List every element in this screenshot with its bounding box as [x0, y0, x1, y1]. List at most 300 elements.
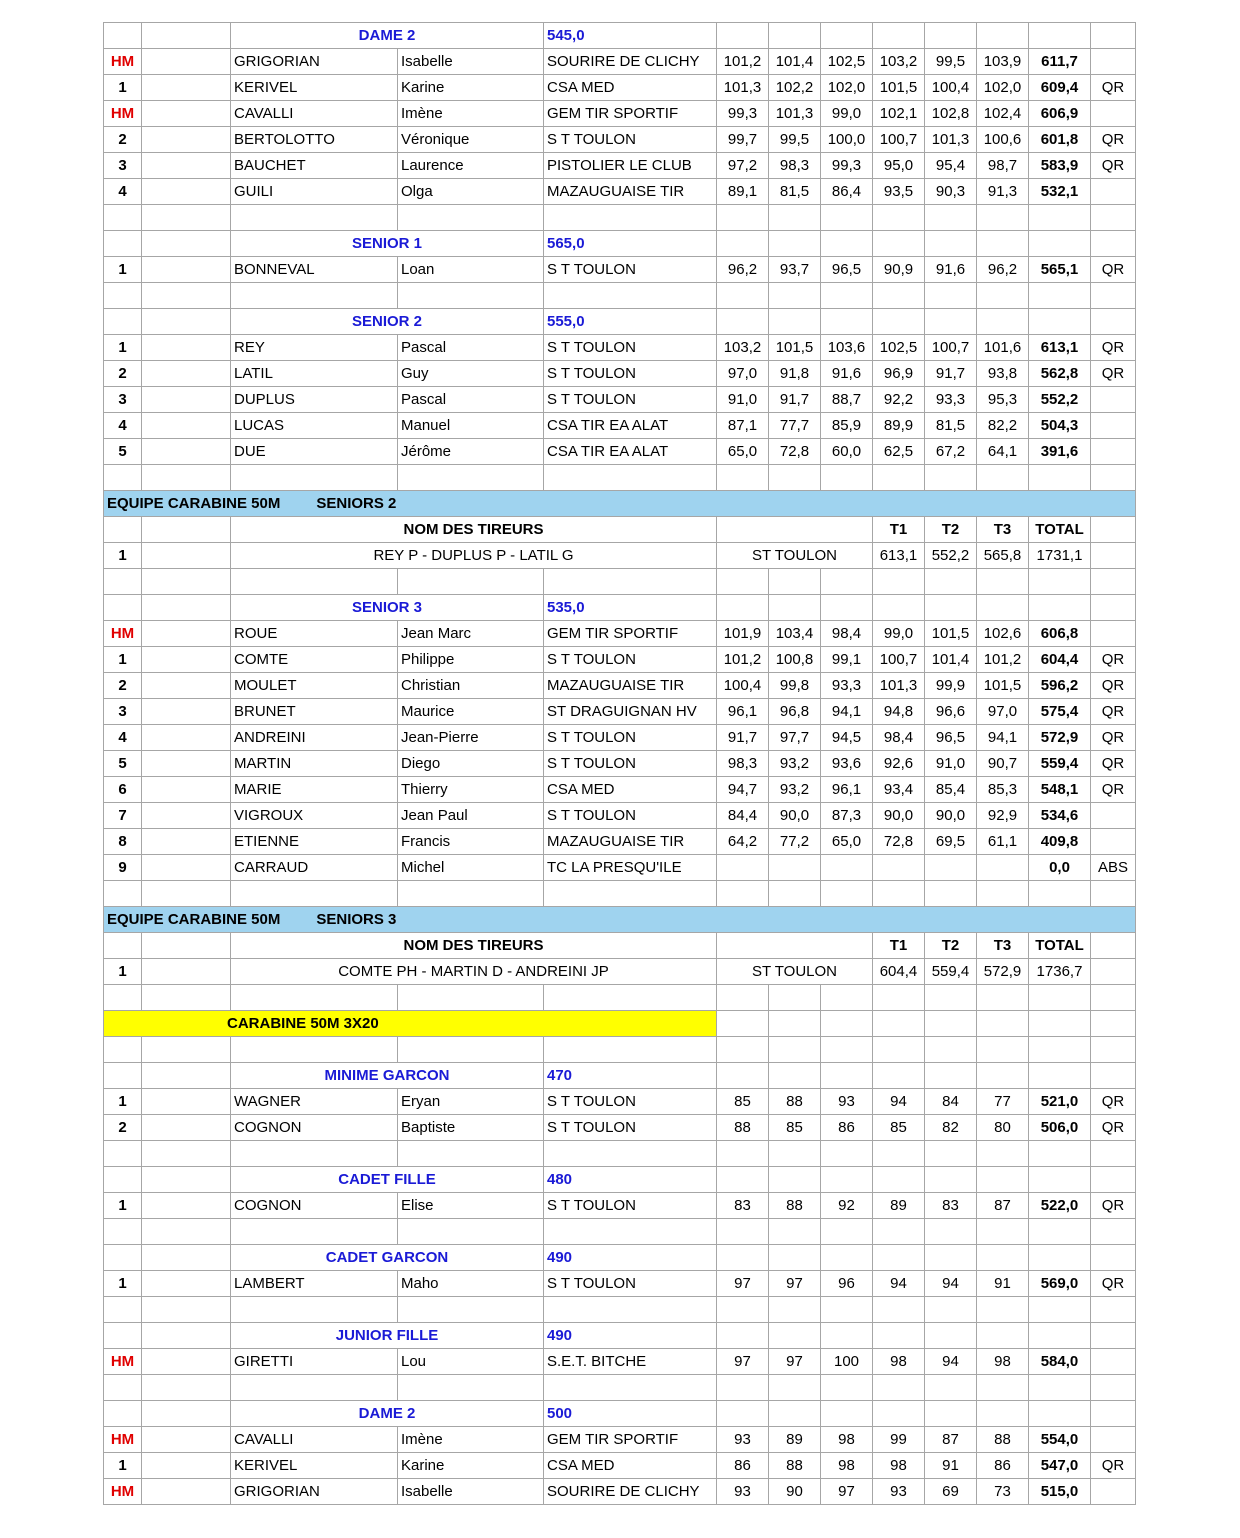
series-score: 94,5 — [821, 725, 873, 751]
rank-cell: 1 — [104, 647, 142, 673]
empty-cell — [925, 1167, 977, 1193]
qualification-status — [1091, 1349, 1136, 1375]
rank-cell: HM — [104, 1479, 142, 1505]
series-score: 69 — [925, 1479, 977, 1505]
series-score: 91,0 — [717, 387, 769, 413]
empty-cell — [769, 569, 821, 595]
qualification-status — [1091, 179, 1136, 205]
rank-cell: 1 — [104, 1089, 142, 1115]
team-header-row — [104, 933, 1136, 959]
empty-cell — [104, 1063, 142, 1089]
empty-cell — [142, 1115, 231, 1141]
empty-cell — [231, 569, 398, 595]
empty-cell — [821, 881, 873, 907]
series-score: 98,4 — [821, 621, 873, 647]
blank-row — [104, 1141, 1136, 1167]
series-score: 93,3 — [925, 387, 977, 413]
team-members: REY P - DUPLUS P - LATIL G — [231, 543, 717, 569]
qualification-status: QR — [1091, 1271, 1136, 1297]
first-name: Véronique — [398, 127, 544, 153]
qualification-status: QR — [1091, 1089, 1136, 1115]
series-score: 93,4 — [873, 777, 925, 803]
empty-cell — [925, 1037, 977, 1063]
empty-cell — [873, 1323, 925, 1349]
last-name: KERIVEL — [231, 75, 398, 101]
series-score: 77,2 — [769, 829, 821, 855]
series-score: 67,2 — [925, 439, 977, 465]
empty-cell — [142, 777, 231, 803]
empty-cell — [717, 1375, 769, 1401]
qualification-status: QR — [1091, 673, 1136, 699]
series-score: 86 — [821, 1115, 873, 1141]
first-name: Guy — [398, 361, 544, 387]
empty-cell — [977, 1297, 1029, 1323]
empty-cell — [1029, 1141, 1091, 1167]
rank-cell: 7 — [104, 803, 142, 829]
series-score: 102,4 — [977, 101, 1029, 127]
club-name: SOURIRE DE CLICHY — [544, 49, 717, 75]
last-name: CAVALLI — [231, 1427, 398, 1453]
series-score: 99,0 — [873, 621, 925, 647]
last-name: LAMBERT — [231, 1271, 398, 1297]
empty-cell — [873, 283, 925, 309]
empty-cell — [544, 1297, 717, 1323]
empty-cell — [873, 1219, 925, 1245]
team-title-row — [104, 491, 1136, 517]
empty-cell — [821, 309, 873, 335]
empty-cell — [544, 881, 717, 907]
empty-cell — [1091, 23, 1136, 49]
category-min-score: 500 — [544, 1401, 717, 1427]
empty-cell — [1029, 1219, 1091, 1245]
empty-cell — [1091, 1401, 1136, 1427]
series-score: 65,0 — [717, 439, 769, 465]
club-name: PISTOLIER LE CLUB — [544, 153, 717, 179]
empty-cell — [717, 517, 873, 543]
empty-cell — [1029, 1063, 1091, 1089]
series-score: 95,4 — [925, 153, 977, 179]
empty-cell — [398, 881, 544, 907]
rank-cell: 4 — [104, 725, 142, 751]
qualification-status: QR — [1091, 153, 1136, 179]
empty-cell — [142, 1427, 231, 1453]
empty-cell — [142, 205, 231, 231]
empty-cell — [142, 465, 231, 491]
series-score: 102,0 — [821, 75, 873, 101]
empty-cell — [717, 595, 769, 621]
series-score: 94,8 — [873, 699, 925, 725]
empty-cell — [142, 439, 231, 465]
empty-cell — [1091, 881, 1136, 907]
rank-cell: 1 — [104, 543, 142, 569]
empty-cell — [544, 205, 717, 231]
series-score: 97 — [769, 1271, 821, 1297]
athlete-row — [104, 101, 1136, 127]
series-score: 91,6 — [925, 257, 977, 283]
empty-cell — [717, 1167, 769, 1193]
empty-cell — [142, 543, 231, 569]
qualification-status — [1091, 101, 1136, 127]
series-score: 99,5 — [769, 127, 821, 153]
category-header-row — [104, 1323, 1136, 1349]
series-score: 88 — [769, 1193, 821, 1219]
series-score: 98 — [873, 1349, 925, 1375]
empty-cell — [1091, 985, 1136, 1011]
t3-header: T3 — [977, 933, 1029, 959]
series-score: 93,3 — [821, 673, 873, 699]
empty-cell — [717, 1063, 769, 1089]
qualification-status: QR — [1091, 1193, 1136, 1219]
series-score: 90 — [769, 1479, 821, 1505]
club-name: S T TOULON — [544, 127, 717, 153]
last-name: DUPLUS — [231, 387, 398, 413]
empty-cell — [925, 1297, 977, 1323]
series-score: 92,9 — [977, 803, 1029, 829]
rank-cell: HM — [104, 101, 142, 127]
empty-cell — [142, 621, 231, 647]
empty-cell — [925, 231, 977, 257]
empty-cell — [717, 933, 873, 959]
last-name: BAUCHET — [231, 153, 398, 179]
rank-cell: 1 — [104, 1271, 142, 1297]
empty-cell — [142, 933, 231, 959]
athlete-row — [104, 1089, 1136, 1115]
empty-cell — [977, 1011, 1029, 1037]
series-score: 98,3 — [769, 153, 821, 179]
first-name: Pascal — [398, 335, 544, 361]
athlete-row — [104, 127, 1136, 153]
category-title: SENIOR 2 — [231, 309, 544, 335]
qualification-status — [1091, 439, 1136, 465]
team-members: COMTE PH - MARTIN D - ANDREINI JP — [231, 959, 717, 985]
series-score — [873, 855, 925, 881]
last-name: CARRAUD — [231, 855, 398, 881]
empty-cell — [925, 283, 977, 309]
empty-cell — [769, 1167, 821, 1193]
results-sheet — [103, 22, 1136, 1505]
series-score: 91,7 — [717, 725, 769, 751]
empty-cell — [104, 309, 142, 335]
category-title: SENIOR 1 — [231, 231, 544, 257]
empty-cell — [1029, 881, 1091, 907]
series-score: 94,7 — [717, 777, 769, 803]
team-category: SENIORS 2 — [316, 495, 397, 512]
total-score: 596,2 — [1029, 673, 1091, 699]
first-name: Maurice — [398, 699, 544, 725]
empty-cell — [769, 23, 821, 49]
rank-cell: 2 — [104, 127, 142, 153]
empty-cell — [142, 1323, 231, 1349]
series-score: 97,2 — [717, 153, 769, 179]
club-name: TC LA PRESQU'ILE — [544, 855, 717, 881]
total-score: 554,0 — [1029, 1427, 1091, 1453]
series-score: 88 — [717, 1115, 769, 1141]
empty-cell — [925, 1141, 977, 1167]
empty-cell — [544, 569, 717, 595]
series-score: 77,7 — [769, 413, 821, 439]
empty-cell — [925, 1323, 977, 1349]
blank-row — [104, 569, 1136, 595]
last-name: MOULET — [231, 673, 398, 699]
blank-row — [104, 985, 1136, 1011]
series-score: 101,5 — [769, 335, 821, 361]
empty-cell — [142, 1167, 231, 1193]
series-score: 91 — [977, 1271, 1029, 1297]
series-score: 88 — [769, 1453, 821, 1479]
empty-cell — [821, 23, 873, 49]
empty-cell — [821, 1167, 873, 1193]
series-score: 103,2 — [873, 49, 925, 75]
club-name: S T TOULON — [544, 725, 717, 751]
empty-cell — [1029, 465, 1091, 491]
qualification-status — [1091, 387, 1136, 413]
series-score: 96,1 — [717, 699, 769, 725]
series-score: 91,7 — [769, 387, 821, 413]
qualification-status — [1091, 1427, 1136, 1453]
qualification-status: QR — [1091, 75, 1136, 101]
series-score: 101,3 — [717, 75, 769, 101]
empty-cell — [977, 465, 1029, 491]
series-score: 98,7 — [977, 153, 1029, 179]
empty-cell — [231, 465, 398, 491]
empty-cell — [142, 153, 231, 179]
t1-header: T1 — [873, 517, 925, 543]
rank-cell: 3 — [104, 699, 142, 725]
empty-cell — [1029, 309, 1091, 335]
empty-cell — [544, 283, 717, 309]
athlete-row — [104, 621, 1136, 647]
series-score: 86,4 — [821, 179, 873, 205]
total-score: 575,4 — [1029, 699, 1091, 725]
series-score — [821, 855, 873, 881]
blank-row — [104, 205, 1136, 231]
athlete-row — [104, 153, 1136, 179]
qualification-status: QR — [1091, 647, 1136, 673]
empty-cell — [1091, 569, 1136, 595]
first-name: Lou — [398, 1349, 544, 1375]
empty-cell — [1029, 231, 1091, 257]
first-name: Manuel — [398, 413, 544, 439]
series-score: 101,5 — [977, 673, 1029, 699]
athlete-row — [104, 699, 1136, 725]
series-score: 93,7 — [769, 257, 821, 283]
empty-cell — [873, 569, 925, 595]
series-score: 101,5 — [873, 75, 925, 101]
empty-cell — [104, 231, 142, 257]
team-category: SENIORS 3 — [316, 911, 397, 928]
series-score: 90,7 — [977, 751, 1029, 777]
series-score: 91,7 — [925, 361, 977, 387]
first-name: Diego — [398, 751, 544, 777]
club-name: GEM TIR SPORTIF — [544, 1427, 717, 1453]
empty-cell — [104, 881, 142, 907]
club-name: S T TOULON — [544, 1193, 717, 1219]
qualification-status: QR — [1091, 257, 1136, 283]
total-score: 409,8 — [1029, 829, 1091, 855]
empty-cell — [977, 1401, 1029, 1427]
empty-cell — [769, 1375, 821, 1401]
empty-cell — [925, 1219, 977, 1245]
empty-cell — [142, 1141, 231, 1167]
team-t1: 604,4 — [873, 959, 925, 985]
series-score: 100,7 — [925, 335, 977, 361]
empty-cell — [769, 1245, 821, 1271]
last-name: GUILI — [231, 179, 398, 205]
total-header: TOTAL — [1029, 517, 1091, 543]
series-score: 97,0 — [977, 699, 1029, 725]
first-name: Jean Paul — [398, 803, 544, 829]
empty-cell — [104, 595, 142, 621]
empty-cell — [231, 1297, 398, 1323]
empty-cell — [142, 23, 231, 49]
series-score: 101,4 — [769, 49, 821, 75]
series-score: 102,6 — [977, 621, 1029, 647]
series-score: 86 — [717, 1453, 769, 1479]
empty-cell — [1091, 595, 1136, 621]
athlete-row — [104, 49, 1136, 75]
empty-cell — [925, 23, 977, 49]
empty-cell — [873, 1245, 925, 1271]
blank-row — [104, 1037, 1136, 1063]
empty-cell — [769, 205, 821, 231]
series-score: 102,8 — [925, 101, 977, 127]
empty-cell — [1029, 1037, 1091, 1063]
empty-cell — [873, 1063, 925, 1089]
series-score: 90,9 — [873, 257, 925, 283]
empty-cell — [142, 1089, 231, 1115]
series-score: 97,0 — [717, 361, 769, 387]
last-name: DUE — [231, 439, 398, 465]
athlete-row — [104, 803, 1136, 829]
series-score: 92 — [821, 1193, 873, 1219]
empty-cell — [104, 1037, 142, 1063]
series-score: 91,0 — [925, 751, 977, 777]
total-score: 584,0 — [1029, 1349, 1091, 1375]
series-score: 100,7 — [873, 647, 925, 673]
series-score: 93 — [717, 1427, 769, 1453]
series-score — [977, 855, 1029, 881]
club-name: S T TOULON — [544, 751, 717, 777]
series-score: 85 — [873, 1115, 925, 1141]
rank-cell: 8 — [104, 829, 142, 855]
empty-cell — [769, 1141, 821, 1167]
empty-cell — [231, 1375, 398, 1401]
rank-cell: 9 — [104, 855, 142, 881]
series-score: 94 — [925, 1349, 977, 1375]
club-name: GEM TIR SPORTIF — [544, 621, 717, 647]
empty-cell — [1029, 1375, 1091, 1401]
series-score: 103,4 — [769, 621, 821, 647]
series-score: 96,5 — [925, 725, 977, 751]
empty-cell — [142, 283, 231, 309]
empty-cell — [142, 673, 231, 699]
series-score: 101,5 — [925, 621, 977, 647]
total-score: 569,0 — [1029, 1271, 1091, 1297]
series-score: 102,0 — [977, 75, 1029, 101]
empty-cell — [142, 1349, 231, 1375]
club-name: S T TOULON — [544, 335, 717, 361]
series-score: 94 — [925, 1271, 977, 1297]
series-score: 102,2 — [769, 75, 821, 101]
club-name: CSA TIR EA ALAT — [544, 413, 717, 439]
category-min-score: 490 — [544, 1245, 717, 1271]
empty-cell — [873, 23, 925, 49]
athlete-row — [104, 777, 1136, 803]
empty-cell — [717, 1141, 769, 1167]
empty-cell — [769, 1063, 821, 1089]
series-score: 97 — [769, 1349, 821, 1375]
athlete-row — [104, 413, 1136, 439]
series-score: 99,3 — [717, 101, 769, 127]
empty-cell — [1091, 1323, 1136, 1349]
category-min-score: 480 — [544, 1167, 717, 1193]
rank-cell: 4 — [104, 413, 142, 439]
t2-header: T2 — [925, 517, 977, 543]
rank-cell: 1 — [104, 75, 142, 101]
empty-cell — [873, 1401, 925, 1427]
empty-cell — [1091, 231, 1136, 257]
empty-cell — [821, 1375, 873, 1401]
empty-cell — [821, 1037, 873, 1063]
first-name: Philippe — [398, 647, 544, 673]
series-score: 101,9 — [717, 621, 769, 647]
empty-cell — [873, 595, 925, 621]
empty-cell — [821, 231, 873, 257]
series-score: 102,5 — [821, 49, 873, 75]
first-name: Loan — [398, 257, 544, 283]
last-name: COMTE — [231, 647, 398, 673]
first-name: Elise — [398, 1193, 544, 1219]
series-score: 87 — [925, 1427, 977, 1453]
series-score: 95,0 — [873, 153, 925, 179]
series-score: 98,3 — [717, 751, 769, 777]
total-score: 506,0 — [1029, 1115, 1091, 1141]
empty-cell — [104, 1245, 142, 1271]
empty-cell — [142, 959, 231, 985]
series-score: 97 — [717, 1349, 769, 1375]
rank-cell: 5 — [104, 439, 142, 465]
series-score: 103,9 — [977, 49, 1029, 75]
club-name: CSA MED — [544, 75, 717, 101]
club-name: CSA MED — [544, 777, 717, 803]
empty-cell — [717, 1297, 769, 1323]
club-name: MAZAUGUAISE TIR — [544, 179, 717, 205]
series-score: 94,1 — [977, 725, 1029, 751]
series-score: 91,8 — [769, 361, 821, 387]
series-score: 89 — [769, 1427, 821, 1453]
rank-cell: HM — [104, 1427, 142, 1453]
empty-cell — [873, 1375, 925, 1401]
empty-cell — [769, 985, 821, 1011]
qualification-status — [1091, 621, 1136, 647]
empty-cell — [717, 1401, 769, 1427]
series-score: 85 — [717, 1089, 769, 1115]
total-score: 521,0 — [1029, 1089, 1091, 1115]
empty-cell — [821, 1401, 873, 1427]
last-name: BONNEVAL — [231, 257, 398, 283]
rank-cell: 1 — [104, 257, 142, 283]
series-score: 92,6 — [873, 751, 925, 777]
last-name: GRIGORIAN — [231, 49, 398, 75]
empty-cell — [544, 985, 717, 1011]
empty-cell — [104, 1167, 142, 1193]
rank-cell: HM — [104, 49, 142, 75]
series-score: 96,6 — [925, 699, 977, 725]
series-score: 84 — [925, 1089, 977, 1115]
total-score: 559,4 — [1029, 751, 1091, 777]
category-min-score: 490 — [544, 1323, 717, 1349]
team-total: 1736,7 — [1029, 959, 1091, 985]
